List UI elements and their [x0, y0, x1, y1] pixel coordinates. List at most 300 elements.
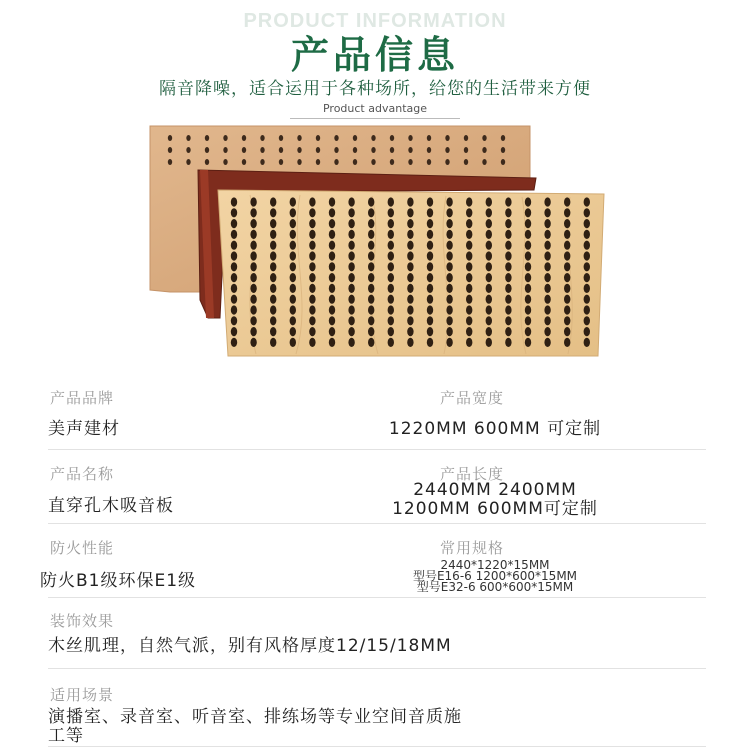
perforation-hole [290, 327, 296, 336]
row-divider [48, 668, 706, 669]
perforation-hole [290, 295, 296, 304]
perforation-hole [250, 241, 256, 250]
perforation-hole [544, 208, 550, 217]
perforation-hole [407, 230, 413, 239]
perforation-hole [388, 251, 394, 260]
perforation-hole [371, 147, 375, 153]
perforation-hole [505, 230, 511, 239]
perforation-hole [388, 230, 394, 239]
perforation-hole [445, 135, 449, 141]
perforation-hole [505, 295, 511, 304]
perforation-hole [464, 135, 468, 141]
perforation-hole [309, 327, 315, 336]
perforation-hole [348, 230, 354, 239]
perforation-hole [544, 305, 550, 314]
perforation-hole [329, 208, 335, 217]
perforation-hole [309, 197, 315, 206]
perforation-hole [250, 284, 256, 293]
perforation-hole [427, 295, 433, 304]
perforation-hole [329, 273, 335, 282]
perforation-hole [482, 147, 486, 153]
perforation-hole [223, 135, 227, 141]
perforation-hole [407, 208, 413, 217]
size-value-line2: 型号E16-6 1200*600*15MM [412, 569, 578, 583]
perforation-hole [501, 135, 505, 141]
perforation-hole [486, 241, 492, 250]
perforation-hole [348, 295, 354, 304]
perforation-hole [290, 219, 296, 228]
perforation-hole [329, 295, 335, 304]
decor-label: 装饰效果 [50, 612, 115, 630]
perforation-hole [407, 241, 413, 250]
perforation-hole [368, 305, 374, 314]
perforation-hole [329, 262, 335, 271]
perforation-hole [260, 147, 264, 153]
perforation-hole [466, 316, 472, 325]
perforation-hole [564, 262, 570, 271]
perforation-hole [297, 159, 301, 165]
perforation-hole [290, 338, 296, 347]
perforation-hole [564, 241, 570, 250]
perforation-hole [407, 251, 413, 260]
perforation-hole [270, 197, 276, 206]
perforation-hole [297, 135, 301, 141]
perforation-hole [427, 219, 433, 228]
perforation-hole [505, 208, 511, 217]
fire-label: 防火性能 [50, 539, 115, 557]
perforation-hole [348, 251, 354, 260]
perforation-hole [168, 159, 172, 165]
product-advantage-caption: Product advantage [322, 102, 427, 115]
perforation-hole [309, 230, 315, 239]
perforation-hole [407, 273, 413, 282]
perforation-hole [368, 295, 374, 304]
perforation-hole [309, 338, 315, 347]
fire-value: 防火B1级环保E1级 [40, 571, 197, 591]
perforation-hole [348, 273, 354, 282]
perforation-hole [348, 197, 354, 206]
perforation-hole [368, 219, 374, 228]
header-title-en: PRODUCT INFORMATION [243, 10, 507, 32]
perforation-hole [525, 262, 531, 271]
perforation-hole [408, 135, 412, 141]
length-value-line1: 2440MM 2400MM [413, 480, 577, 500]
perforation-hole [231, 295, 237, 304]
perforation-hole [408, 147, 412, 153]
perforation-hole [205, 147, 209, 153]
perforation-hole [270, 316, 276, 325]
perforation-hole [186, 159, 190, 165]
perforation-hole [270, 295, 276, 304]
perforation-hole [564, 338, 570, 347]
perforation-hole [260, 159, 264, 165]
perforation-hole [348, 284, 354, 293]
perforation-hole [446, 230, 452, 239]
perforation-hole [368, 284, 374, 293]
perforation-hole [309, 273, 315, 282]
perforation-hole [584, 284, 590, 293]
row-divider [48, 746, 706, 747]
perforation-hole [427, 305, 433, 314]
perforation-hole [390, 147, 394, 153]
usage-label: 适用场景 [50, 686, 115, 704]
perforation-hole [407, 316, 413, 325]
perforation-hole [388, 219, 394, 228]
perforation-hole [231, 219, 237, 228]
perforation-hole [544, 197, 550, 206]
perforation-hole [505, 251, 511, 260]
perforation-hole [505, 219, 511, 228]
perforation-hole [446, 327, 452, 336]
perforation-hole [466, 262, 472, 271]
width-value: 1220MM 600MM 可定制 [388, 419, 602, 439]
perforation-hole [407, 327, 413, 336]
perforation-hole [231, 241, 237, 250]
perforation-hole [525, 316, 531, 325]
perforation-hole [466, 273, 472, 282]
perforation-hole [231, 208, 237, 217]
header-title: 产品信息 [290, 33, 459, 77]
perforation-hole [544, 316, 550, 325]
perforation-hole [250, 295, 256, 304]
perforation-hole [348, 208, 354, 217]
perforation-hole [525, 273, 531, 282]
perforation-hole [525, 295, 531, 304]
perforation-hole [446, 316, 452, 325]
perforation-hole [231, 305, 237, 314]
perforation-hole [525, 219, 531, 228]
perforation-hole [466, 208, 472, 217]
perforation-hole [270, 338, 276, 347]
perforation-hole [388, 262, 394, 271]
perforation-hole [348, 241, 354, 250]
perforation-hole [231, 251, 237, 260]
perforation-hole [348, 327, 354, 336]
perforation-hole [329, 316, 335, 325]
perforation-hole [368, 338, 374, 347]
perforation-hole [329, 230, 335, 239]
perforation-hole [564, 316, 570, 325]
perforation-hole [427, 338, 433, 347]
perforation-hole [205, 135, 209, 141]
perforation-hole [368, 316, 374, 325]
perforation-hole [231, 197, 237, 206]
perforation-hole [348, 338, 354, 347]
perforation-hole [290, 316, 296, 325]
perforation-hole [368, 208, 374, 217]
perforation-hole [368, 327, 374, 336]
perforation-hole [544, 251, 550, 260]
perforation-hole [329, 251, 335, 260]
perforation-hole [466, 305, 472, 314]
perforation-hole [427, 159, 431, 165]
perforation-hole [584, 327, 590, 336]
perforation-hole [250, 327, 256, 336]
perforation-hole [486, 251, 492, 260]
perforation-hole [564, 284, 570, 293]
perforation-hole [368, 230, 374, 239]
usage-value-line2: 工等 [48, 726, 84, 746]
perforation-hole [544, 284, 550, 293]
perforation-hole [486, 327, 492, 336]
perforation-hole [290, 197, 296, 206]
perforation-hole [329, 338, 335, 347]
perforation-hole [316, 159, 320, 165]
header-subtitle: 隔音降噪，适合运用于各种场所，给您的生活带来方便 [159, 79, 591, 99]
perforation-hole [309, 251, 315, 260]
perforation-hole [371, 135, 375, 141]
perforation-hole [466, 338, 472, 347]
perforation-hole [242, 135, 246, 141]
brand-value: 美声建材 [48, 419, 120, 439]
perforation-hole [250, 316, 256, 325]
perforation-hole [407, 219, 413, 228]
perforation-hole [242, 159, 246, 165]
perforation-hole [564, 230, 570, 239]
perforation-hole [525, 241, 531, 250]
perforation-hole [388, 316, 394, 325]
perforation-hole [544, 327, 550, 336]
perforation-hole [309, 305, 315, 314]
perforation-hole [388, 295, 394, 304]
perforation-hole [368, 241, 374, 250]
perforation-hole [466, 327, 472, 336]
perforation-hole [297, 147, 301, 153]
perforation-hole [427, 147, 431, 153]
perforation-hole [250, 338, 256, 347]
perforation-hole [584, 197, 590, 206]
perforation-hole [290, 208, 296, 217]
perforation-hole [231, 327, 237, 336]
perforation-hole [368, 197, 374, 206]
perforation-hole [466, 197, 472, 206]
perforation-hole [407, 305, 413, 314]
perforation-hole [427, 262, 433, 271]
perforation-hole [270, 305, 276, 314]
perforation-hole [371, 159, 375, 165]
perforation-hole [544, 230, 550, 239]
perforation-hole [348, 262, 354, 271]
perforation-hole [466, 251, 472, 260]
perforation-hole [231, 338, 237, 347]
perforation-hole [279, 147, 283, 153]
perforation-hole [407, 262, 413, 271]
perforation-hole [584, 262, 590, 271]
perforation-hole [270, 219, 276, 228]
perforation-hole [353, 147, 357, 153]
row-divider [48, 449, 706, 450]
perforation-hole [564, 251, 570, 260]
perforation-hole [290, 230, 296, 239]
perforation-hole [270, 251, 276, 260]
perforation-hole [270, 284, 276, 293]
perforation-hole [270, 327, 276, 336]
perforation-hole [334, 147, 338, 153]
perforation-hole [260, 135, 264, 141]
perforation-hole [505, 305, 511, 314]
size-label: 常用规格 [440, 539, 505, 557]
perforation-hole [446, 273, 452, 282]
size-value-line1: 2440*1220*15MM [440, 558, 550, 572]
decor-value: 木丝肌理，自然气派，别有风格厚度12/15/18MM [48, 636, 452, 656]
name-label: 产品名称 [50, 465, 115, 483]
perforation-hole [368, 262, 374, 271]
perforation-hole [353, 135, 357, 141]
perforation-hole [427, 241, 433, 250]
perforation-hole [584, 219, 590, 228]
perforation-hole [329, 284, 335, 293]
perforation-hole [466, 241, 472, 250]
perforation-hole [501, 147, 505, 153]
perforation-hole [466, 219, 472, 228]
perforation-hole [231, 230, 237, 239]
perforation-hole [466, 295, 472, 304]
perforation-hole [464, 159, 468, 165]
perforation-hole [446, 262, 452, 271]
perforation-hole [525, 338, 531, 347]
perforation-hole [544, 219, 550, 228]
perforation-hole [408, 159, 412, 165]
perforation-hole [501, 159, 505, 165]
perforation-hole [427, 251, 433, 260]
perforation-hole [334, 159, 338, 165]
perforation-hole [427, 230, 433, 239]
perforation-hole [505, 338, 511, 347]
perforation-hole [390, 135, 394, 141]
perforation-hole [564, 208, 570, 217]
perforation-hole [427, 197, 433, 206]
perforation-hole [329, 305, 335, 314]
perforation-hole [445, 147, 449, 153]
perforation-hole [250, 230, 256, 239]
perforation-hole [186, 147, 190, 153]
perforation-hole [329, 219, 335, 228]
perforation-hole [486, 219, 492, 228]
perforation-hole [525, 230, 531, 239]
perforation-hole [505, 197, 511, 206]
perforation-hole [505, 327, 511, 336]
width-label: 产品宽度 [440, 389, 505, 407]
perforation-hole [309, 284, 315, 293]
perforation-hole [427, 327, 433, 336]
perforation-hole [290, 241, 296, 250]
perforation-hole [242, 147, 246, 153]
perforation-hole [584, 208, 590, 217]
perforation-hole [427, 284, 433, 293]
perforation-hole [466, 230, 472, 239]
perforation-hole [584, 295, 590, 304]
perforation-hole [329, 197, 335, 206]
perforation-hole [525, 208, 531, 217]
perforation-hole [544, 338, 550, 347]
perforation-hole [329, 241, 335, 250]
perforation-hole [505, 241, 511, 250]
perforation-hole [486, 197, 492, 206]
perforation-hole [525, 251, 531, 260]
perforation-hole [231, 284, 237, 293]
perforation-hole [290, 251, 296, 260]
perforation-hole [250, 219, 256, 228]
perforation-hole [427, 316, 433, 325]
perforation-hole [250, 197, 256, 206]
perforation-hole [564, 197, 570, 206]
perforation-hole [564, 295, 570, 304]
perforation-hole [388, 305, 394, 314]
usage-value-line1: 演播室、录音室、听音室、排练场等专业空间音质施 [48, 707, 462, 727]
perforation-hole [446, 197, 452, 206]
perforation-hole [564, 327, 570, 336]
perforation-hole [329, 327, 335, 336]
perforation-hole [388, 208, 394, 217]
perforation-hole [223, 159, 227, 165]
perforation-hole [525, 305, 531, 314]
perforation-hole [388, 273, 394, 282]
perforation-hole [505, 284, 511, 293]
perforation-hole [482, 159, 486, 165]
perforation-hole [564, 273, 570, 282]
perforation-hole [168, 135, 172, 141]
perforation-hole [486, 295, 492, 304]
perforation-hole [407, 197, 413, 206]
perforation-hole [427, 273, 433, 282]
perforation-hole [486, 273, 492, 282]
perforation-hole [309, 219, 315, 228]
perforation-hole [505, 316, 511, 325]
perforation-hole [505, 273, 511, 282]
perforation-hole [446, 219, 452, 228]
perforation-hole [482, 135, 486, 141]
perforation-hole [250, 251, 256, 260]
perforation-hole [564, 219, 570, 228]
perforation-hole [544, 295, 550, 304]
perforation-hole [368, 251, 374, 260]
perforation-hole [348, 219, 354, 228]
perforation-hole [205, 159, 209, 165]
perforation-hole [231, 316, 237, 325]
perforation-hole [446, 251, 452, 260]
perforation-hole [290, 284, 296, 293]
perforation-hole [388, 284, 394, 293]
perforation-hole [407, 284, 413, 293]
perforation-hole [584, 273, 590, 282]
perforation-hole [486, 284, 492, 293]
perforation-hole [446, 208, 452, 217]
perforation-hole [407, 338, 413, 347]
perforation-hole [446, 284, 452, 293]
perforation-hole [250, 262, 256, 271]
perforation-hole [186, 135, 190, 141]
perforation-hole [250, 273, 256, 282]
perforation-hole [446, 295, 452, 304]
perforation-hole [486, 305, 492, 314]
perforation-hole [231, 273, 237, 282]
perforation-hole [270, 273, 276, 282]
perforation-hole [584, 241, 590, 250]
perforation-hole [290, 262, 296, 271]
perforation-hole [223, 147, 227, 153]
perforation-hole [309, 295, 315, 304]
perforation-hole [334, 135, 338, 141]
perforation-hole [544, 241, 550, 250]
perforation-hole [279, 135, 283, 141]
perforation-hole [407, 295, 413, 304]
perforation-hole [368, 273, 374, 282]
length-label: 产品长度 [440, 465, 505, 483]
perforation-hole [309, 208, 315, 217]
perforation-hole [427, 208, 433, 217]
perforation-hole [466, 284, 472, 293]
size-value-line3: 型号E32-6 600*600*15MM [416, 580, 574, 594]
